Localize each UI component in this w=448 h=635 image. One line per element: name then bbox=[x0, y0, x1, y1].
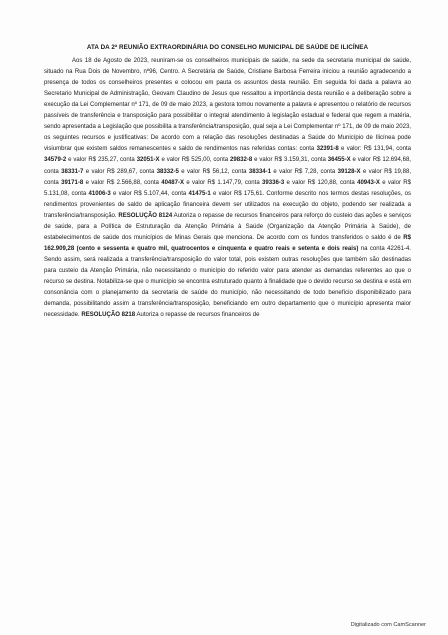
text-run: Aos 18 de Agosto de 2023, reuniram-se os conselheiros municipais de saúde, na sede da secretaria municipal de saúde, situado na Rua Dois de Novembro, nº96, Centro. A Secretária de Saúde, Cristiane Barbosa Ferreira iniciou a reunião agradecendo a presença de todos os conselheiros presentes e colocou em pauta os assuntos desta reunião. Em seguida foi dada a palavra ao Secretario Municipal de Administração, Geovam Claudino de Jesus que ressaltou a importância desta reunião e a deliberação sobre a execução da Lei Complementar nº 171, de 09 de maio 2023, a gestora tomou novamente a palavra e apresentou o relatório de recursos passíveis de transferência e transposição para possibilitar o integral atendimento à legislação estadual e federal que regem a matéria, sendo apresentada a Legislação que possibilita a transferência/transposição, qual seja a Lei Complementar nº 171, de 09 de maio 2023, os seguintes recursos e justificativas: De acordo com a relação das resoluções destinadas a Saúde do Município de Ilicínea pode visiumbrar que existem saldos remanescentes e saldo de rendimentos nas referidas contas: conta bbox=[44, 58, 411, 153]
bold-text-run: 40943-X bbox=[357, 179, 380, 186]
bold-text-run: 41006-3 bbox=[88, 190, 111, 197]
bold-text-run: 38332-5 bbox=[156, 168, 179, 175]
text-run: e valor R$ 5.131,08, conta bbox=[44, 179, 412, 197]
bold-text-run: 32391-8 bbox=[316, 146, 339, 153]
bold-text-run: RESOLUÇÃO 8124 bbox=[118, 212, 173, 219]
text-run: e valor R$ 56,12, conta bbox=[178, 168, 249, 175]
text-run: Autoriza o repasse de recursos financeiros para reforço do custeio das ações e serviços de saúde, para a Política de Estruturação da Atenção Primária à Saúde (Organização da Atenção Primária à Saúde), de estabelecimentos de saúde dos municípios de Minas Gerais que menciona. De acordo com os fundos transferidos o saldo é de bbox=[44, 212, 412, 241]
bold-text-run: 38334-1 bbox=[248, 168, 272, 175]
bold-text-run: 39171-8 bbox=[61, 179, 84, 186]
text-run: e valor R$ 3.159,31, conta bbox=[252, 157, 328, 164]
bold-text-run: R$ 162.909,28 (cento e sessenta e quatro mil, quatrocentos e cinquenta e quatro reais e setenta e dois reais) bbox=[44, 234, 411, 252]
bold-text-run: 32051-X bbox=[136, 157, 160, 164]
text-run: e valor R$ 7,28, conta bbox=[271, 168, 338, 175]
bold-text-run: 38331-7 bbox=[61, 168, 84, 175]
bold-text-run: 34579-2 bbox=[44, 157, 67, 164]
text-run: e valor R$ 5.107,44, conta bbox=[110, 190, 189, 197]
text-run: e valor R$ 19,88, conta bbox=[44, 168, 411, 186]
bold-text-run: 36455-X bbox=[327, 157, 351, 164]
document-body bbox=[44, 42, 411, 321]
document-title: ATA DA 2ª REUNIÃO EXTRAORDINÁRIA DO CONSELHO MUNICIPAL DE SAÚDE DE ILICÍNEA bbox=[86, 44, 369, 51]
minutes-paragraph bbox=[44, 56, 411, 321]
bold-text-run: 39128-X bbox=[337, 168, 361, 175]
text-run: e valor: R$ 131,94, conta bbox=[338, 146, 411, 153]
text-run: na conta 42261-4. Sendo assim, será realizada a transferência/transposição do valor total, pois existem outras resoluções que também são destinadas para custeio da Atenção Primária, não necessitando o município do referido valor para atender as demandas referentes ao que o recurso se destina. Notabiliza-se que o município se encontra estruturado quanto à finalidade que o devido recurso se destina e está em consonância com o planejamento da secretaria de saúde do município, não necessitando de todo benefício disponibilizado para demanda, possibilitando assim a transferência/transposição, beneficiando em outro departamento que o município apresenta maior necessidade. bbox=[44, 245, 411, 319]
bold-text-run: 39336-3 bbox=[262, 179, 285, 186]
scanner-watermark: Digitalizado com CamScanner bbox=[350, 622, 426, 628]
text-run: e valor R$ 120,88, conta bbox=[284, 179, 358, 186]
text-run: e valor R$ 2.566,88, conta bbox=[83, 179, 162, 186]
text-run: e valor R$ 175,61. Conforme descrito nos termos destas resoluções, os rendimentos provenientes de saldo de aplicação financeira devem ser utilizados na execução do objeto, podendo ser realizada a transferência/transposição. bbox=[44, 190, 411, 219]
text-run: e valor R$ 525,00, conta bbox=[159, 157, 231, 164]
text-run: Autoriza o repasse de recursos financeiros de bbox=[135, 312, 260, 319]
text-run: e valor R$ 12.694,68, conta bbox=[44, 157, 411, 175]
text-run: e valor R$ 289,67, conta bbox=[83, 168, 157, 175]
text-run: e valor R$ 1.147,79, conta bbox=[184, 179, 262, 186]
bold-text-run: 29832-8 bbox=[230, 157, 253, 164]
bold-text-run: RESOLUÇÃO 8218 bbox=[81, 312, 136, 319]
bold-text-run: 40487-X bbox=[161, 179, 185, 186]
bold-text-run: 41475-1 bbox=[188, 190, 211, 197]
text-run: e valor R$ 235,27, conta bbox=[66, 157, 137, 164]
